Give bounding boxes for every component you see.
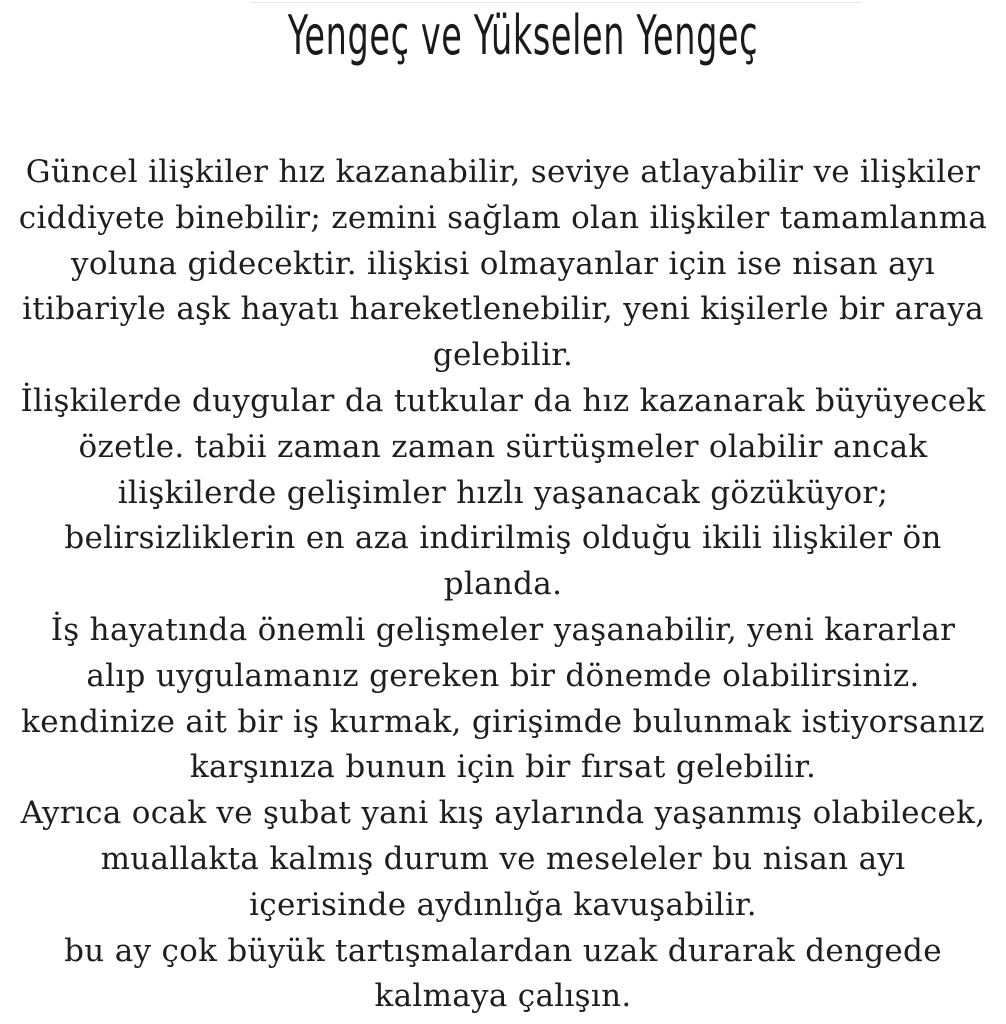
text-line: İş hayatında önemli gelişmeler yaşanabilir, yeni kararlar — [50, 611, 956, 648]
text-line: ciddiyete binebilir; zemini sağlam olan ilişkiler tamamlanma — [18, 199, 988, 236]
text-line: kendinize ait bir iş kurmak, girişimde bulunmak istiyorsanız — [21, 703, 985, 740]
text-line: ilişkilerde gelişimler hızlı yaşanacak gözüküyor; — [117, 474, 889, 511]
horoscope-text — [0, 150, 1006, 1020]
text-line: karşınıza bunun için bir fırsat gelebilir. — [189, 749, 817, 786]
text-line: muallakta kalmış durum ve meseleler bu nisan ayı — [100, 840, 906, 877]
text-line: yoluna gidecektir. ilişkisi olmayanlar için ise nisan ayı — [71, 245, 935, 282]
text-line: Ayrıca ocak ve şubat yani kış aylarında yaşanmış olabilecek, — [20, 795, 986, 832]
page-title: Yengeç ve Yükselen Yengeç — [287, 4, 759, 67]
text-line: kalmaya çalışın. — [374, 978, 632, 1015]
text-line: içerisinde aydınlığa kavuşabilir. — [249, 886, 757, 923]
text-line: Güncel ilişkiler hız kazanabilir, seviye atlayabilir ve ilişkiler — [25, 154, 981, 190]
text-line: İlişkilerde duygular da tutkular da hız kazanarak büyüyecek — [20, 382, 986, 419]
text-line: özetle. tabii zaman zaman sürtüşmeler olabilir ancak — [78, 428, 928, 465]
text-line: itibariyle aşk hayatı hareketlenebilir, yeni kişilerle bir araya — [22, 291, 984, 328]
text-line: alıp uygulamanız gereken bir dönemde olabilirsiniz. — [86, 657, 920, 694]
text-line: gelebilir. — [432, 337, 574, 374]
text-line: bu ay çok büyük tartışmalardan uzak durarak dengede — [64, 932, 942, 969]
text-line: planda. — [443, 566, 563, 603]
text-line: belirsizliklerin en aza indirilmiş olduğu ikili ilişkiler ön — [64, 520, 942, 557]
